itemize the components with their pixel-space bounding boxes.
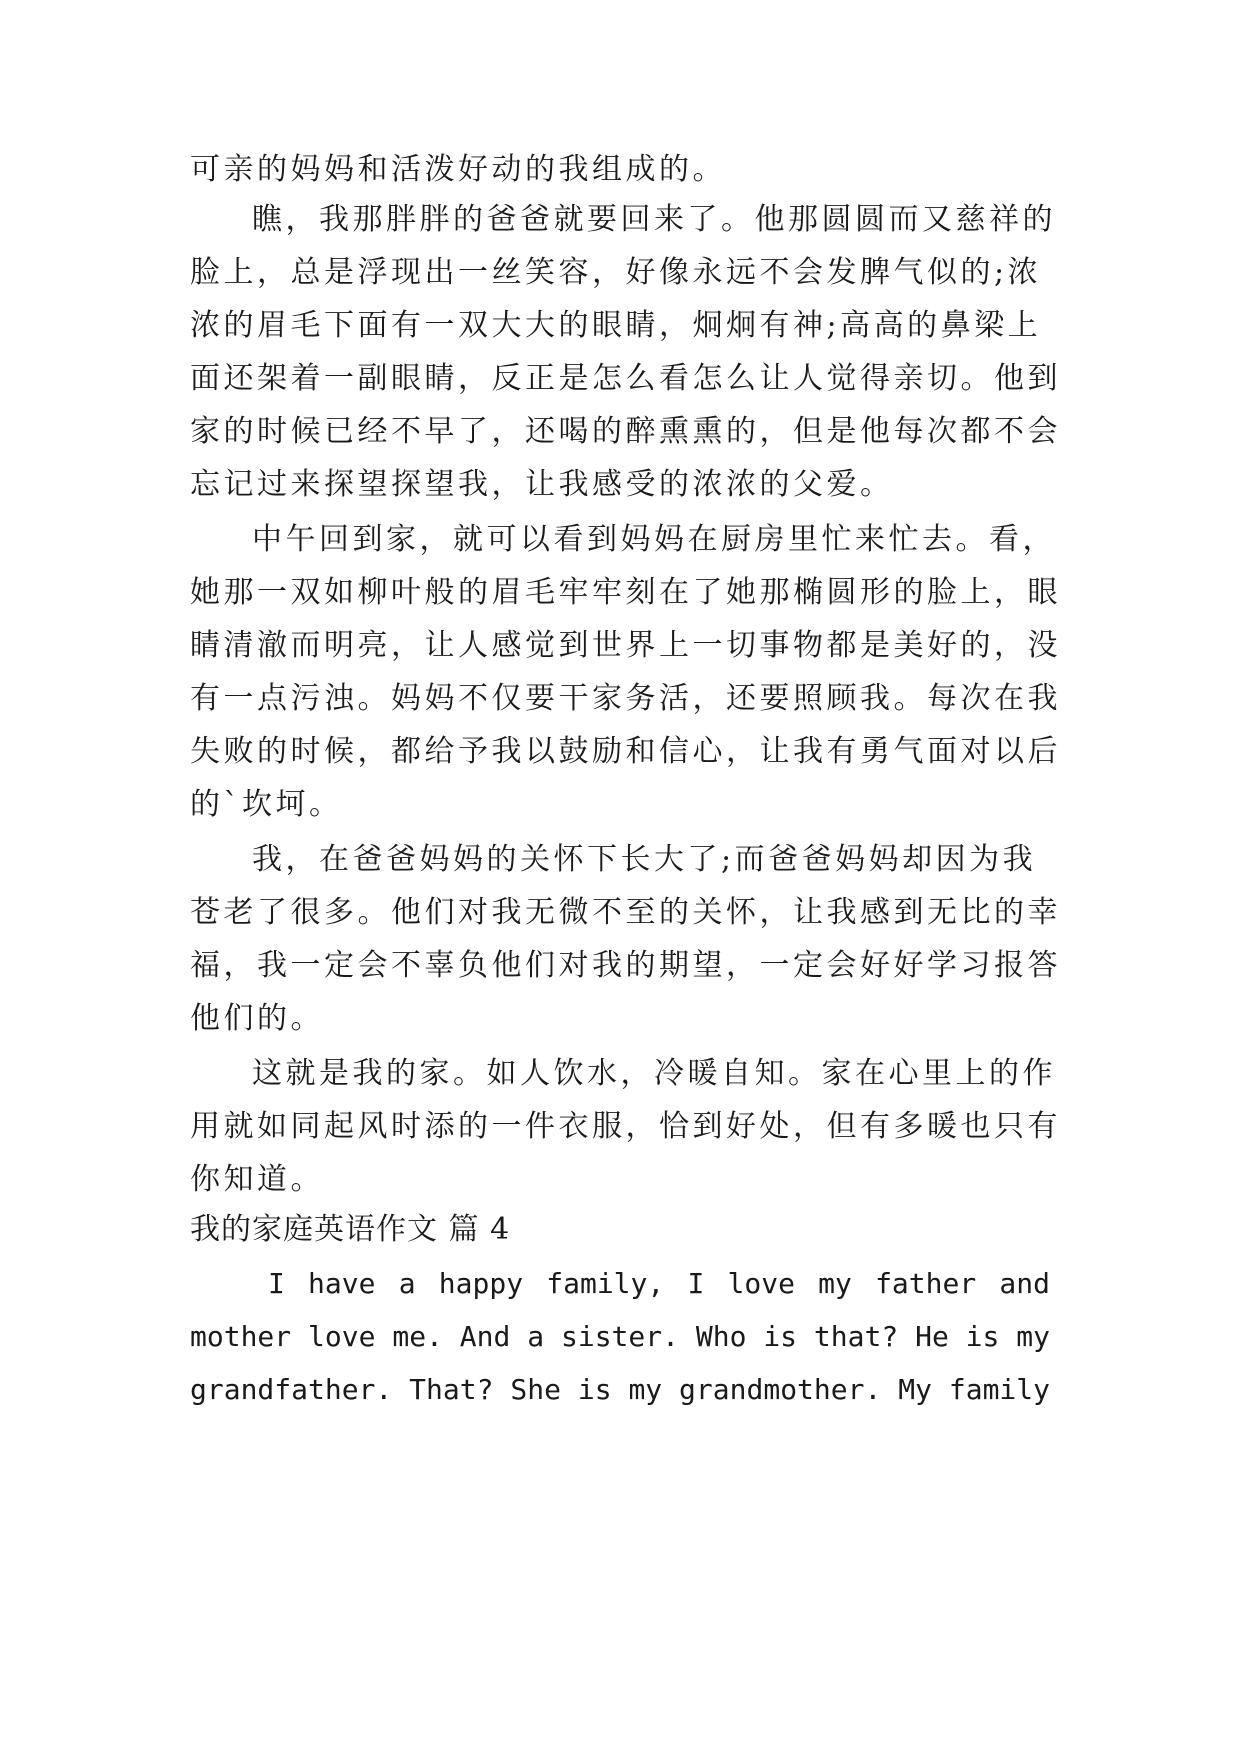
paragraph-line: 忘记过来探望探望我，让我感受的浓浓的父爱。 <box>190 467 894 502</box>
paragraph-line: 家的时候已经不早了，还喝的醉熏熏的，但是他每次都不会 <box>190 414 1061 449</box>
paragraph-line: 睛清澈而明亮，让人感觉到世界上一切事物都是美好的，没 <box>190 628 1061 663</box>
english-line: grandfather. That? She is my grandmother. My family <box>190 1373 1050 1406</box>
paragraph-line: 这就是我的家。如人饮水，冷暖自知。家在心里上的作 <box>252 1056 1056 1091</box>
english-line: mother love me. And a sister. Who is that? He is my <box>190 1320 1050 1353</box>
paragraph-line: 脸上，总是浮现出一丝笑容，好像永远不会发脾气似的;浓 <box>190 255 1042 290</box>
paragraph-line: 有一点污浊。妈妈不仅要干家务活，还要照顾我。每次在我 <box>190 681 1061 716</box>
paragraph-line: 面还架着一副眼睛，反正是怎么看怎么让人觉得亲切。他到 <box>190 361 1061 396</box>
paragraph-line: 我，在爸爸妈妈的关怀下长大了;而爸爸妈妈却因为我 <box>252 842 1037 877</box>
paragraph-line: 她那一双如柳叶般的眉毛牢牢刻在了她那椭圆形的脸上，眼 <box>190 575 1061 610</box>
section-heading: 我的家庭英语作文 篇 4 <box>190 1212 511 1247</box>
paragraph-line: 苍老了很多。他们对我无微不至的关怀，让我感到无比的幸 <box>190 895 1061 930</box>
paragraph-line: 瞧，我那胖胖的爸爸就要回来了。他那圆圆而又慈祥的 <box>252 202 1056 237</box>
paragraph-line: 福，我一定会不辜负他们对我的期望，一定会好好学习报答 <box>190 948 1061 983</box>
paragraph-line: 中午回到家，就可以看到妈妈在厨房里忙来忙去。看， <box>252 522 1056 557</box>
paragraph-line: 的`坎坷。 <box>190 787 343 822</box>
paragraph-line: 失败的时候，都给予我以鼓励和信心，让我有勇气面对以后 <box>190 734 1061 769</box>
english-line: I have a happy family, I love my father and <box>268 1267 1050 1300</box>
paragraph-line: 用就如同起风时添的一件衣服，恰到好处，但有多暖也只有 <box>190 1109 1061 1144</box>
paragraph-line: 你知道。 <box>190 1162 324 1197</box>
paragraph-line: 可亲的妈妈和活泼好动的我组成的。 <box>190 152 726 187</box>
paragraph-line: 浓的眉毛下面有一双大大的眼睛，炯炯有神;高高的鼻梁上 <box>190 308 1042 343</box>
paragraph-line: 他们的。 <box>190 1001 324 1036</box>
